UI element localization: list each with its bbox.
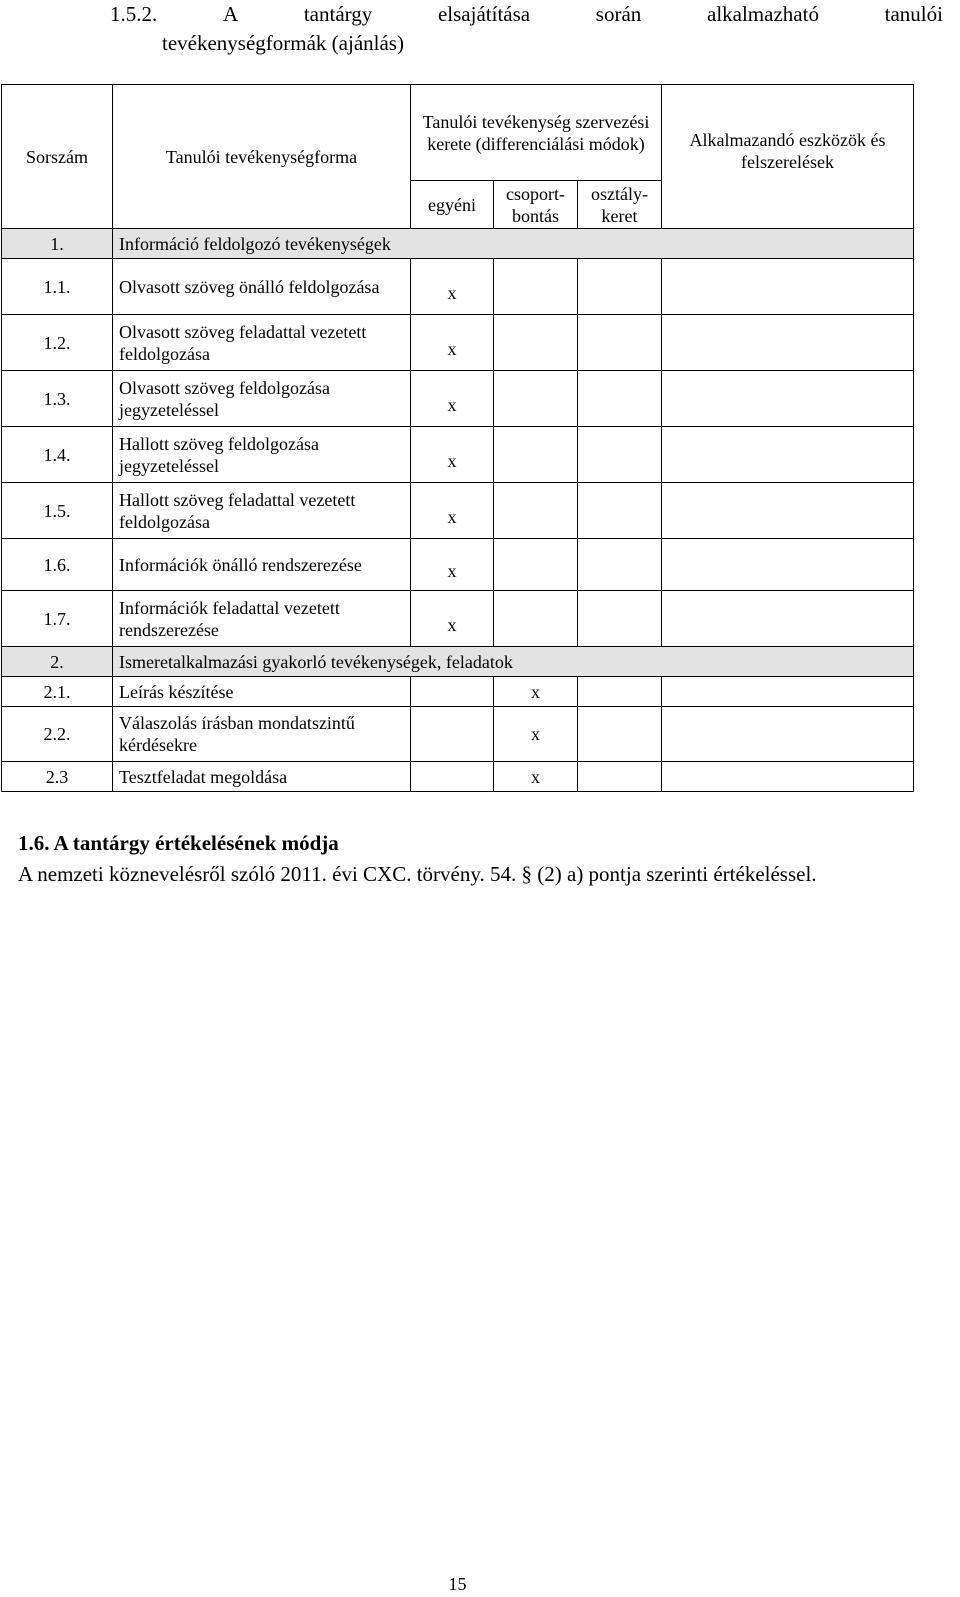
cell-eszkoz — [662, 371, 914, 427]
header-egyeni: egyéni — [411, 181, 494, 229]
header-eszkozok: Alkalmazandó eszközök és felszerelések — [662, 85, 914, 229]
heading-word: során — [595, 2, 642, 26]
cell-eszkoz — [662, 762, 914, 792]
group-title: Ismeretalkalmazási gyakorló tevékenységek, feladatok — [113, 647, 914, 677]
section-16-body: A nemzeti köznevelésről szóló 2011. évi CXC. törvény. 54. § (2) a) pontja szerinti értékeléssel. — [18, 862, 817, 886]
cell-csoport — [494, 483, 578, 539]
group-number: 1. — [2, 229, 113, 259]
cell-egyeni: x — [411, 427, 494, 483]
cell-osztaly — [578, 427, 662, 483]
row-number: 1.4. — [2, 427, 113, 483]
row-activity: Olvasott szöveg feladattal vezetett feldolgozása — [113, 315, 411, 371]
row-activity: Olvasott szöveg önálló feldolgozása — [113, 259, 411, 315]
group-number: 2. — [2, 647, 113, 677]
activity-table — [1, 84, 914, 792]
row-number: 1.5. — [2, 483, 113, 539]
cell-csoport — [494, 427, 578, 483]
cell-eszkoz — [662, 707, 914, 762]
cell-egyeni — [411, 707, 494, 762]
row-number: 2.1. — [2, 677, 113, 707]
row-activity: Leírás készítése — [113, 677, 411, 707]
cell-osztaly — [578, 259, 662, 315]
table-row — [2, 707, 914, 762]
cell-csoport — [494, 539, 578, 591]
table-row — [2, 677, 914, 707]
table-row — [2, 371, 914, 427]
cell-osztaly — [578, 707, 662, 762]
cell-csoport — [494, 259, 578, 315]
row-number: 2.2. — [2, 707, 113, 762]
cell-csoport — [494, 315, 578, 371]
cell-egyeni — [411, 677, 494, 707]
cell-csoport — [494, 591, 578, 647]
heading-word: elsajátítása — [437, 2, 531, 26]
cell-egyeni: x — [411, 371, 494, 427]
cell-eszkoz — [662, 591, 914, 647]
row-number: 1.7. — [2, 591, 113, 647]
cell-egyeni: x — [411, 259, 494, 315]
group-row — [2, 229, 914, 259]
row-activity: Információk önálló rendszerezése — [113, 539, 411, 591]
row-number: 1.2. — [2, 315, 113, 371]
cell-eszkoz — [662, 677, 914, 707]
row-activity: Hallott szöveg feldolgozása jegyzeteléssel — [113, 427, 411, 483]
row-activity: Információk feladattal vezetett rendszerezése — [113, 591, 411, 647]
header-szervezes: Tanulói tevékenység szervezési kerete (differenciálási módok) — [411, 85, 662, 181]
group-row — [2, 647, 914, 677]
page-number: 15 — [448, 1574, 467, 1594]
cell-osztaly — [578, 677, 662, 707]
cell-egyeni: x — [411, 483, 494, 539]
group-title: Információ feldolgozó tevékenységek — [113, 229, 914, 259]
cell-eszkoz — [662, 259, 914, 315]
cell-egyeni: x — [411, 315, 494, 371]
section-16-title: 1.6. A tantárgy értékelésének módja — [18, 831, 339, 855]
cell-csoport: x — [494, 762, 578, 792]
header-osztaly: osztály-keret — [578, 181, 662, 229]
heading-word: tantárgy — [303, 2, 373, 26]
row-number: 1.3. — [2, 371, 113, 427]
cell-eszkoz — [662, 483, 914, 539]
row-activity: Válaszolás írásban mondatszintű kérdésekre — [113, 707, 411, 762]
cell-csoport: x — [494, 677, 578, 707]
section-heading — [110, 0, 943, 58]
row-activity: Hallott szöveg feladattal vezetett feldolgozása — [113, 483, 411, 539]
cell-eszkoz — [662, 315, 914, 371]
heading-word: tanulói — [884, 2, 943, 26]
cell-egyeni: x — [411, 539, 494, 591]
row-number: 2.3 — [2, 762, 113, 792]
cell-osztaly — [578, 591, 662, 647]
table-row — [2, 315, 914, 371]
table-row — [2, 539, 914, 591]
table-row — [2, 591, 914, 647]
table-row — [2, 483, 914, 539]
section-number: 1.5.2. — [110, 2, 158, 26]
cell-eszkoz — [662, 427, 914, 483]
table-row — [2, 427, 914, 483]
cell-osztaly — [578, 315, 662, 371]
cell-egyeni: x — [411, 591, 494, 647]
cell-osztaly — [578, 371, 662, 427]
cell-egyeni — [411, 762, 494, 792]
table-row — [2, 762, 914, 792]
cell-osztaly — [578, 539, 662, 591]
section-heading-line1 — [110, 0, 943, 29]
header-row-top — [2, 85, 914, 181]
cell-csoport — [494, 371, 578, 427]
section-heading-line2: tevékenységformák (ajánlás) — [162, 31, 404, 55]
cell-eszkoz — [662, 539, 914, 591]
row-activity: Olvasott szöveg feldolgozása jegyzeteléssel — [113, 371, 411, 427]
row-number: 1.1. — [2, 259, 113, 315]
header-sorszam: Sorszám — [2, 85, 113, 229]
cell-osztaly — [578, 483, 662, 539]
row-activity: Tesztfeladat megoldása — [113, 762, 411, 792]
table-row — [2, 259, 914, 315]
heading-word: alkalmazható — [707, 2, 819, 26]
heading-word: A — [222, 2, 239, 26]
row-number: 1.6. — [2, 539, 113, 591]
cell-csoport: x — [494, 707, 578, 762]
cell-osztaly — [578, 762, 662, 792]
header-csoport: csoport-bontás — [494, 181, 578, 229]
section-16 — [18, 828, 943, 890]
header-forma: Tanulói tevékenységforma — [113, 85, 411, 229]
